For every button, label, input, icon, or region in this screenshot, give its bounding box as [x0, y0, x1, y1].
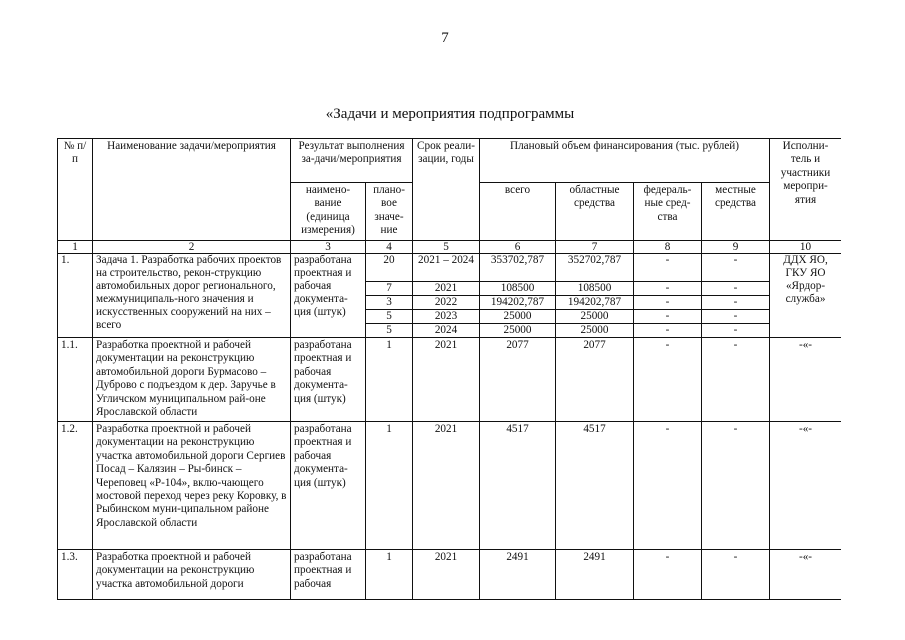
task-total: 353702,787	[480, 254, 556, 282]
item-name: Разработка проектной и рабочей документации на реконструкцию участка автомобильной дороги Сергиев Посад – Калязин – Ры-бинск – Череповец «Р-104», вклю-чающего мостовой переход через реку Коровку, в Рыбинском муни-ципальном районе Ярославской области	[93, 422, 291, 550]
task-value: 7	[366, 282, 413, 296]
task-term: 2021 – 2024	[413, 254, 480, 282]
task-result-name: разработана проектная и рабочая документа-ция (штук)	[291, 254, 366, 338]
task-regional: 25000	[556, 310, 634, 324]
task-total: 194202,787	[480, 296, 556, 310]
item-total: 2491	[480, 550, 556, 600]
item-result-name: разработана проектная и рабочая документа-ция (штук)	[291, 422, 366, 550]
header-finance: Плановый объем финансирования (тыс. рублей)	[480, 139, 770, 183]
item-regional: 4517	[556, 422, 634, 550]
col-number: 10	[770, 241, 841, 254]
column-number-row	[58, 241, 842, 254]
task-term: 2022	[413, 296, 480, 310]
item-term: 2021	[413, 550, 480, 600]
header-total: всего	[480, 183, 556, 241]
item-value: 1	[366, 422, 413, 550]
task-federal: -	[634, 310, 702, 324]
item-federal: -	[634, 550, 702, 600]
item-num: 1.2.	[58, 422, 93, 550]
item-num: 1.3.	[58, 550, 93, 600]
table-row	[58, 422, 842, 550]
task-term: 2023	[413, 310, 480, 324]
item-value: 1	[366, 550, 413, 600]
task-local: -	[702, 324, 770, 338]
item-local: -	[702, 338, 770, 422]
header-term: Срок реали-зации, годы	[413, 139, 480, 241]
header-result: Результат выполнения за-дачи/мероприятия	[291, 139, 413, 183]
item-result-name: разработана проектная и рабочая	[291, 550, 366, 600]
task-regional: 25000	[556, 324, 634, 338]
page-number: 7	[441, 30, 449, 46]
task-local: -	[702, 282, 770, 296]
task-executor: ДДХ ЯО, ГКУ ЯО «Ярдор-служба»	[770, 254, 841, 338]
task-value: 3	[366, 296, 413, 310]
task-total: 25000	[480, 324, 556, 338]
task-local: -	[702, 254, 770, 282]
task-total: 25000	[480, 310, 556, 324]
header-row-1	[58, 139, 842, 183]
item-name: Разработка проектной и рабочей документации на реконструкцию автомобильной дороги Бурмасово – Дуброво с подъездом к дер. Заручье в Угличском муниципальном рай-оне Ярославской области	[93, 338, 291, 422]
col-number: 5	[413, 241, 480, 254]
table-row	[58, 338, 842, 422]
col-number: 2	[93, 241, 291, 254]
program-table	[57, 138, 841, 600]
header-executor: Исполни-тель и участники меропри-ятия	[770, 139, 841, 241]
col-number: 8	[634, 241, 702, 254]
header-federal: федераль-ные сред-ства	[634, 183, 702, 241]
task-num: 1.	[58, 254, 93, 338]
task-row	[58, 254, 842, 282]
col-number: 3	[291, 241, 366, 254]
task-federal: -	[634, 254, 702, 282]
item-local: -	[702, 422, 770, 550]
task-term: 2024	[413, 324, 480, 338]
item-executor: -«-	[770, 338, 841, 422]
item-num: 1.1.	[58, 338, 93, 422]
program-table-wrapper	[57, 138, 841, 600]
task-federal: -	[634, 324, 702, 338]
col-number: 4	[366, 241, 413, 254]
item-term: 2021	[413, 338, 480, 422]
task-local: -	[702, 296, 770, 310]
task-term: 2021	[413, 282, 480, 296]
header-result-value: плано-вое значе-ние	[366, 183, 413, 241]
table-row	[58, 550, 842, 600]
task-local: -	[702, 310, 770, 324]
item-regional: 2491	[556, 550, 634, 600]
task-value: 5	[366, 324, 413, 338]
item-federal: -	[634, 422, 702, 550]
document-title: «Задачи и мероприятия подпрограммы	[325, 106, 575, 122]
header-result-name: наимено-вание (единица измерения)	[291, 183, 366, 241]
item-term: 2021	[413, 422, 480, 550]
item-executor: -«-	[770, 422, 841, 550]
item-value: 1	[366, 338, 413, 422]
item-executor: -«-	[770, 550, 841, 600]
item-regional: 2077	[556, 338, 634, 422]
item-total: 2077	[480, 338, 556, 422]
task-regional: 108500	[556, 282, 634, 296]
item-result-name: разработана проектная и рабочая документа-ция (штук)	[291, 338, 366, 422]
col-number: 6	[480, 241, 556, 254]
task-name: Задача 1. Разработка рабочих проектов на строительство, рекон-струкцию автомобильных дорог регионального, межмуниципаль-ного значения и искусственных сооружений на них – всего	[93, 254, 291, 338]
item-name: Разработка проектной и рабочей документации на реконструкцию участка автомобильной дороги	[93, 550, 291, 600]
item-federal: -	[634, 338, 702, 422]
header-local: местные средства	[702, 183, 770, 241]
task-regional: 194202,787	[556, 296, 634, 310]
task-federal: -	[634, 282, 702, 296]
task-total: 108500	[480, 282, 556, 296]
header-name: Наименование задачи/мероприятия	[93, 139, 291, 241]
header-num: № п/п	[58, 139, 93, 241]
task-value: 5	[366, 310, 413, 324]
item-total: 4517	[480, 422, 556, 550]
task-value: 20	[366, 254, 413, 282]
col-number: 7	[556, 241, 634, 254]
task-regional: 352702,787	[556, 254, 634, 282]
task-federal: -	[634, 296, 702, 310]
header-regional: областные средства	[556, 183, 634, 241]
col-number: 9	[702, 241, 770, 254]
col-number: 1	[58, 241, 93, 254]
item-local: -	[702, 550, 770, 600]
